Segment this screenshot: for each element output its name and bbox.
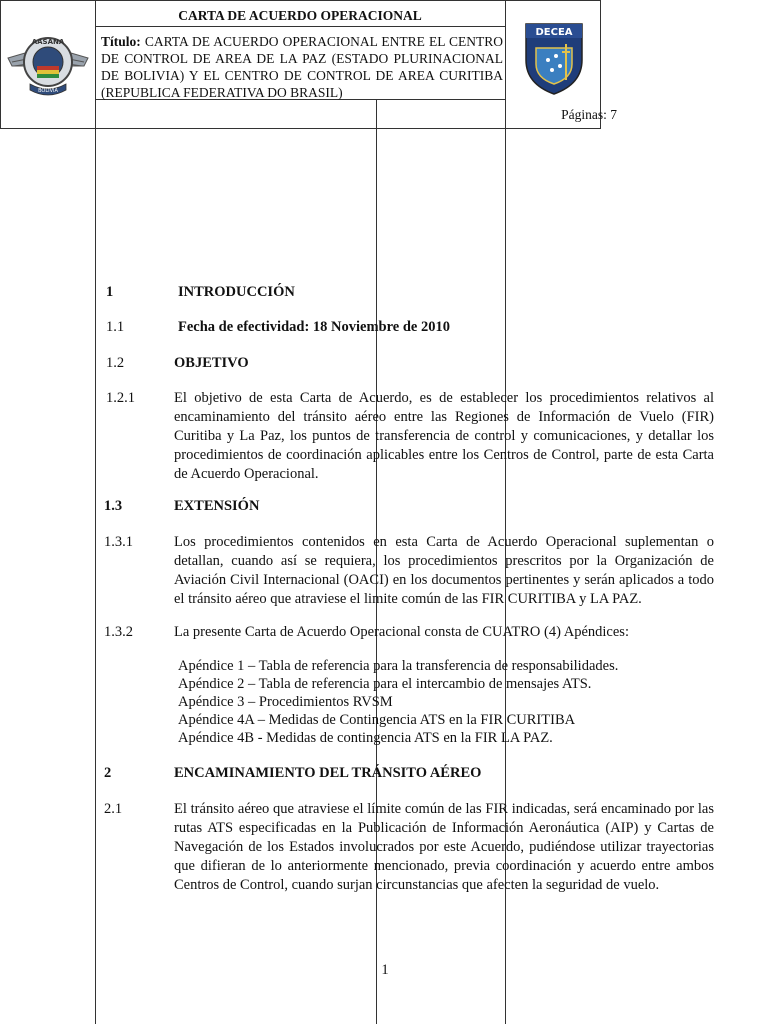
appendix-item: Apéndice 3 – Procedimientos RVSM: [178, 694, 393, 710]
aasana-logo-text: AASANA: [31, 38, 65, 46]
page-number: 1: [381, 962, 389, 978]
appendix-item: Apéndice 4B - Medidas de contingencia ATS en la FIR LA PAZ.: [178, 730, 553, 746]
titulo-text: CARTA DE ACUERDO OPERACIONAL ENTRE EL CENTRO DE CONTROL DE AREA DE LA PAZ (ESTADO PLURINACIONAL DE BOLIVIA) Y EL CENTRO DE CONTROL DE AREA CURITIBA (REPUBLICA FEDERATIVA DO BRASIL): [101, 34, 504, 100]
section-1-3-1-text: Los procedimientos contenidos en esta Carta de Acuerdo Operacional suplementan o detallan, cuando así se requiera, los procedimientos prescritos por la Organización de Aviación Civil Internacional (OACI) en los documentos pertinentes y serán aplicados a todo el tránsito aéreo que atraviese el limite común de las FIR CURITIBA y LA PAZ.: [174, 534, 714, 607]
section-2-title: ENCAMINAMIENTO DEL TRÁNSITO AÉREO: [174, 765, 482, 781]
section-1-3-2-number: 1.3.2: [104, 624, 133, 640]
section-1-1-title: Fecha de efectividad: 18 Noviembre de 2010: [178, 319, 450, 335]
section-1-3-1-number: 1.3.1: [104, 534, 133, 550]
titulo-label: Título:: [101, 34, 141, 49]
section-1-number: 1: [106, 284, 114, 300]
aasana-logo: [6, 14, 90, 114]
section-2-number: 2: [104, 765, 112, 781]
section-1-2-title: OBJETIVO: [174, 355, 249, 371]
section-1-2-number: 1.2: [106, 355, 125, 371]
appendix-item: Apéndice 2 – Tabla de referencia para el intercambio de mensajes ATS.: [178, 676, 592, 692]
aasana-logo-subtext: BOLIVIA: [38, 88, 58, 94]
section-1-2-1-number: 1.2.1: [106, 390, 135, 406]
section-2-1-number: 2.1: [104, 801, 123, 817]
page-count: Páginas: 7: [561, 107, 617, 122]
section-1-3-number: 1.3: [104, 498, 123, 514]
appendix-list: [178, 657, 618, 747]
section-2-1-text: El tránsito aéreo que atraviese el límite común de las FIR indicadas, será encaminado por las rutas ATS especificadas en la Publicación de Información Aeronáutica (AIP) y Cartas de Navegación de los Estados involucrados por este Acuerdo, pudiéndose utilizar trayectorias que difieran de lo anteriormente mencionado, previa coordinación y acuerdo entre ambos Centros de Control, cuando surjan circunstancias que afecten la seguridad de vuelo.: [174, 801, 714, 893]
document-title: CARTA DE ACUERDO OPERACIONAL: [178, 8, 422, 23]
decea-logo-text: DECEA: [535, 27, 573, 38]
section-1-3-title: EXTENSIÓN: [174, 498, 260, 514]
section-1-2-1-text: El objetivo de esta Carta de Acuerdo, es de establecer los procedimientos relativos al encaminamiento del tránsito aéreo entre las Regiones de Información de Vuelo (FIR) Curitiba y La Paz, los puntos de transferencia de control y comunicaciones, y detallar los procedimientos de coordinación aplicables entre los Centros de Control, parte de esta Carta de Acuerdo Operacional.: [174, 390, 714, 482]
section-1-title: INTRODUCCIÓN: [178, 284, 295, 300]
appendix-item: Apéndice 4A – Medidas de Contingencia ATS en la FIR CURITIBA: [178, 712, 576, 728]
appendix-item: Apéndice 1 – Tabla de referencia para la transferencia de responsabilidades.: [178, 658, 619, 674]
section-1-1-number: 1.1: [106, 319, 125, 335]
document-description: [101, 33, 503, 101]
section-1-3-2-text: La presente Carta de Acuerdo Operacional consta de CUATRO (4) Apéndices:: [174, 624, 629, 640]
document-header: [0, 0, 617, 129]
decea-logo: [522, 20, 586, 96]
